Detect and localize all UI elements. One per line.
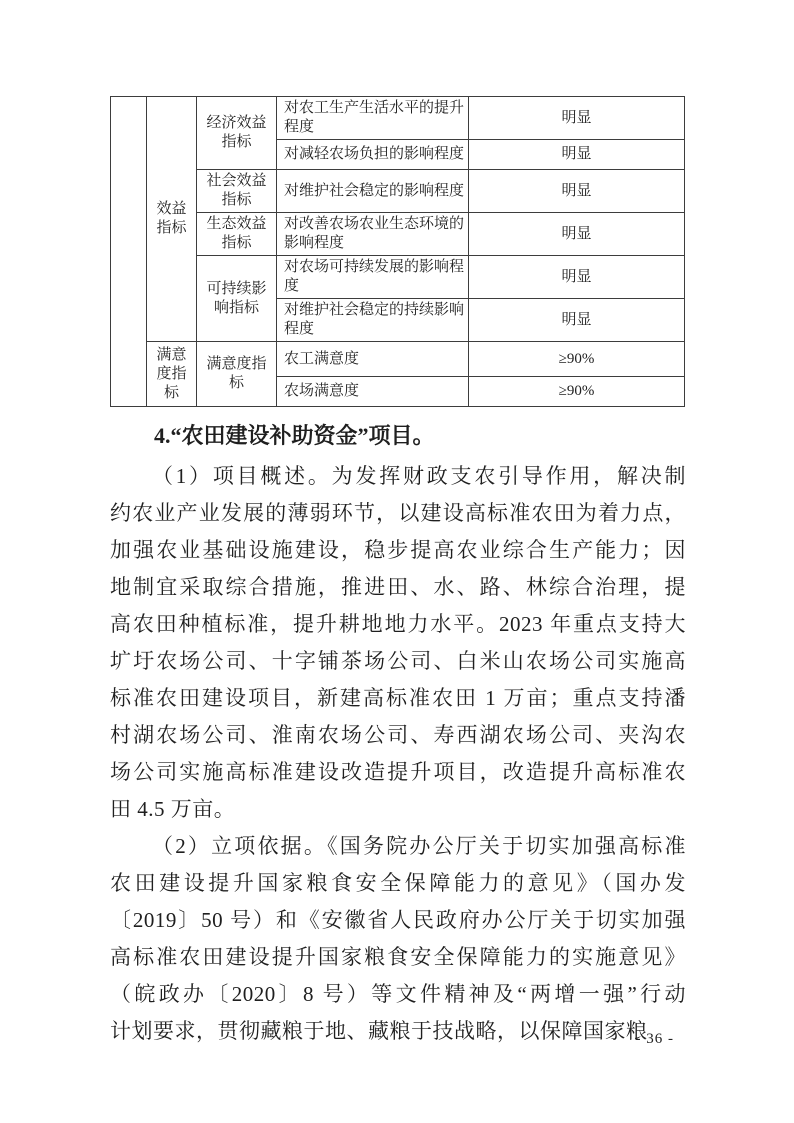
page-content — [110, 96, 686, 1050]
paragraph-line: 约农业产业发展的薄弱环节，以建设高标准农田为着力点， — [110, 501, 686, 525]
table-cell-value: 明显 — [469, 140, 685, 170]
paragraph-line: 加强农业基础设施建设，稳步提高农业综合生产能力；因 — [110, 538, 686, 562]
table-cell-value: ≥90% — [469, 377, 685, 407]
paragraph-line: 村湖农场公司、淮南农场公司、寿西湖农场公司、夹沟农 — [110, 723, 686, 747]
paragraph-line: （2）立项依据。《国务院办公厅关于切实加强高标准 — [152, 834, 686, 858]
paragraph-line: 圹圩农场公司、十字铺茶场公司、白米山农场公司实施高 — [110, 649, 686, 673]
paragraph-project-basis — [110, 828, 686, 1050]
paragraph-line: 田 4.5 万亩。 — [110, 797, 236, 821]
page-number: - 36 - — [635, 1031, 674, 1047]
table-cell-desc: 对维护社会稳定的影响程度 — [277, 170, 469, 213]
table-cell-sub-sustain: 可持续影响指标 — [197, 256, 277, 342]
table-cell-value: 明显 — [469, 97, 685, 140]
section-heading: 4.“农田建设补助资金”项目。 — [154, 423, 435, 448]
table-cell-desc: 对农场可持续发展的影响程度 — [277, 256, 469, 299]
table-cell-sub-social: 社会效益指标 — [197, 170, 277, 213]
table-cell-sub-satisfaction: 满意度指标 — [197, 342, 277, 407]
paragraph-line: （皖政办〔2020〕8 号）等文件精神及“两增一强”行动 — [110, 982, 686, 1006]
table-cell-desc: 农工满意度 — [277, 342, 469, 377]
table-cell-value: ≥90% — [469, 342, 685, 377]
paragraph-line: 地制宜采取综合措施，推进田、水、路、林综合治理，提 — [110, 575, 686, 599]
paragraph-line: 高标准农田建设提升国家粮食安全保障能力的实施意见》 — [110, 945, 686, 969]
table-cell-value: 明显 — [469, 299, 685, 342]
table-cell-desc: 对减轻农场负担的影响程度 — [277, 140, 469, 170]
table-row — [111, 256, 685, 299]
table-cell-desc: 对农工生产生活水平的提升程度 — [277, 97, 469, 140]
paragraph-line: 场公司实施高标准建设改造提升项目，改造提升高标准农 — [110, 760, 686, 784]
table-row — [111, 213, 685, 256]
table-cell-desc: 对改善农场农业生态环境的影响程度 — [277, 213, 469, 256]
table-cell-desc: 农场满意度 — [277, 377, 469, 407]
indicator-table — [110, 96, 685, 407]
table-cell-group-satisfaction: 满意度指标 — [147, 342, 197, 407]
table-cell-value: 明显 — [469, 170, 685, 213]
table-cell-sub-ecological: 生态效益指标 — [197, 213, 277, 256]
table-cell-desc: 对维护社会稳定的持续影响程度 — [277, 299, 469, 342]
table-row — [111, 170, 685, 213]
table-row — [111, 342, 685, 377]
table-cell-value: 明显 — [469, 213, 685, 256]
paragraph-line: （1）项目概述。为发挥财政支农引导作用，解决制 — [152, 464, 686, 488]
table-row — [111, 97, 685, 140]
table-cell-sub-economic: 经济效益指标 — [197, 97, 277, 170]
table-cell-value: 明显 — [469, 256, 685, 299]
paragraph-line: 计划要求，贯彻藏粮于地、藏粮于技战略，以保障国家粮 — [110, 1019, 648, 1043]
paragraph-line: 标准农田建设项目，新建高标准农田 1 万亩；重点支持潘 — [110, 686, 686, 710]
paragraph-line: 高农田种植标准，提升耕地地力水平。2023 年重点支持大 — [110, 612, 686, 636]
table-cell-group-benefit: 效益指标 — [147, 97, 197, 342]
paragraph-project-overview — [110, 458, 686, 828]
paragraph-line: 农田建设提升国家粮食安全保障能力的意见》（国办发 — [110, 871, 686, 895]
table-cell-spacer — [111, 97, 147, 407]
paragraph-line: 〔2019〕50 号）和《安徽省人民政府办公厅关于切实加强 — [110, 908, 686, 932]
